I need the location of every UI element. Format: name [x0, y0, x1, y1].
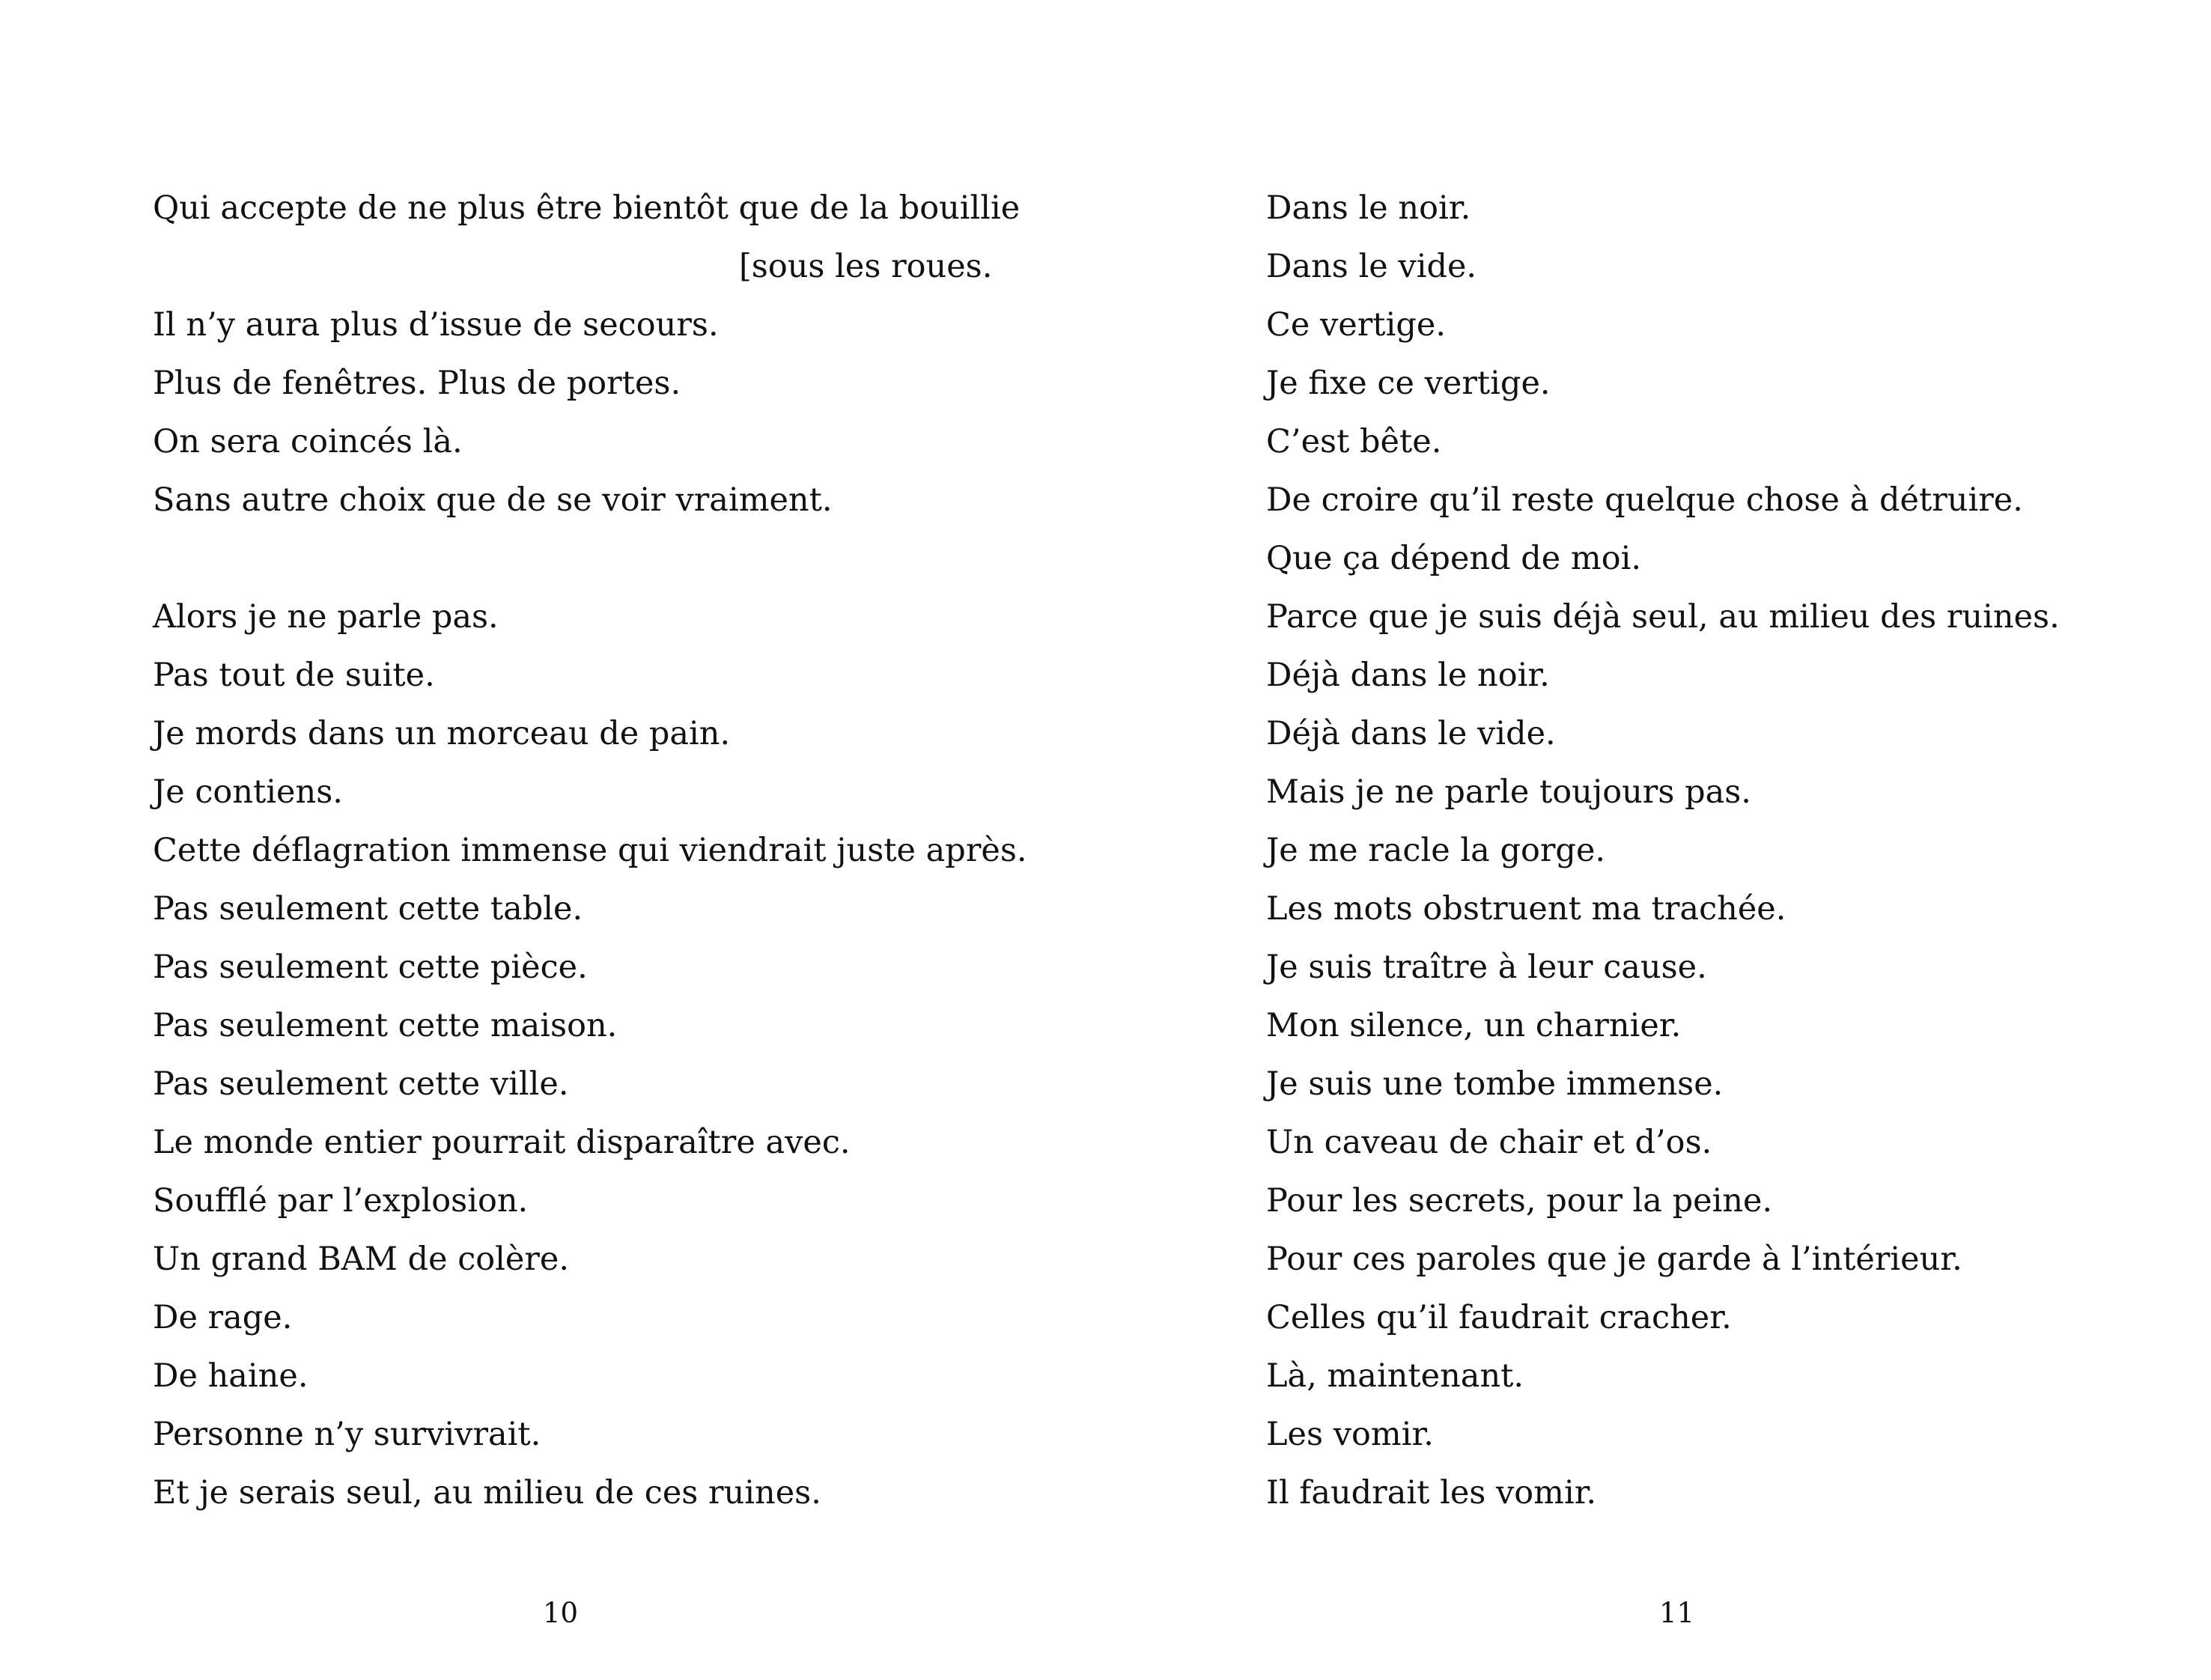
verse-line: Les vomir.: [1266, 1416, 1434, 1453]
left-page: [0, 0, 1105, 1680]
verse-line: Pas seulement cette table.: [153, 890, 583, 928]
verse-line: Un caveau de chair et d’os.: [1266, 1124, 1712, 1161]
right-page: [1106, 0, 2211, 1680]
verse-line: Là, maintenant.: [1266, 1357, 1524, 1395]
verse-line: Il faudrait les vomir.: [1266, 1474, 1597, 1512]
verse-line: De rage.: [153, 1299, 293, 1336]
verse-line: Pas seulement cette ville.: [153, 1065, 569, 1103]
verse-line: Ce vertige.: [1266, 306, 1446, 344]
verse-line: De croire qu’il reste quelque chose à détruire.: [1266, 481, 2023, 519]
page-number: 11: [1659, 1597, 1695, 1629]
verse-line: Pas tout de suite.: [153, 657, 435, 694]
verse-line: Soufflé par l’explosion.: [153, 1182, 529, 1220]
verse-line: Dans le vide.: [1266, 248, 1477, 285]
verse-line: Personne n’y survivrait.: [153, 1416, 541, 1453]
verse-line: Pour ces paroles que je garde à l’intérieur.: [1266, 1241, 1962, 1278]
verse-line: Déjà dans le noir.: [1266, 657, 1550, 694]
verse-line: De haine.: [153, 1357, 308, 1395]
verse-line: Cette déflagration immense qui viendrait juste après.: [153, 832, 1027, 869]
left-page-text: [153, 183, 1027, 1527]
verse-line-continuation: [sous les roues.: [739, 248, 993, 285]
verse-line: Je me racle la gorge.: [1266, 832, 1606, 869]
verse-line: Il n’y aura plus d’issue de secours.: [153, 306, 719, 344]
verse-line: Qui accepte de ne plus être bientôt que de la bouillie: [153, 189, 1021, 227]
verse-line: Plus de fenêtres. Plus de portes.: [153, 365, 681, 402]
verse-line: Les mots obstruent ma trachée.: [1266, 890, 1786, 928]
verse-line: Pas seulement cette maison.: [153, 1007, 618, 1044]
verse-line: Mais je ne parle toujours pas.: [1266, 773, 1751, 811]
verse-line: Mon silence, un charnier.: [1266, 1007, 1682, 1044]
verse-line: On sera coincés là.: [153, 423, 463, 460]
right-page-text: [1266, 183, 2060, 1527]
verse-line: Déjà dans le vide.: [1266, 715, 1556, 752]
verse-line: Alors je ne parle pas.: [153, 598, 499, 636]
verse-line: Sans autre choix que de se voir vraiment.: [153, 481, 833, 519]
verse-line: Que ça dépend de moi.: [1266, 540, 1642, 577]
page-number: 10: [543, 1597, 579, 1629]
verse-line: Un grand BAM de colère.: [153, 1241, 570, 1278]
verse-line: Je contiens.: [153, 773, 343, 811]
verse-line: Pour les secrets, pour la peine.: [1266, 1182, 1773, 1220]
verse-line: Pas seulement cette pièce.: [153, 949, 588, 986]
verse-line: Je suis traître à leur cause.: [1266, 949, 1707, 986]
verse-line: Le monde entier pourrait disparaître avec.: [153, 1124, 851, 1161]
verse-line: Parce que je suis déjà seul, au milieu des ruines.: [1266, 598, 2060, 636]
stanza-break: [153, 534, 1027, 592]
verse-line: Et je serais seul, au milieu de ces ruines.: [153, 1474, 821, 1512]
verse-line: Je suis une tombe immense.: [1266, 1065, 1724, 1103]
verse-line: Dans le noir.: [1266, 189, 1471, 227]
verse-line: Je fixe ce vertige.: [1266, 365, 1551, 402]
verse-line: Celles qu’il faudrait cracher.: [1266, 1299, 1732, 1336]
verse-line: Je mords dans un morceau de pain.: [153, 715, 731, 752]
verse-line: C’est bête.: [1266, 423, 1442, 460]
